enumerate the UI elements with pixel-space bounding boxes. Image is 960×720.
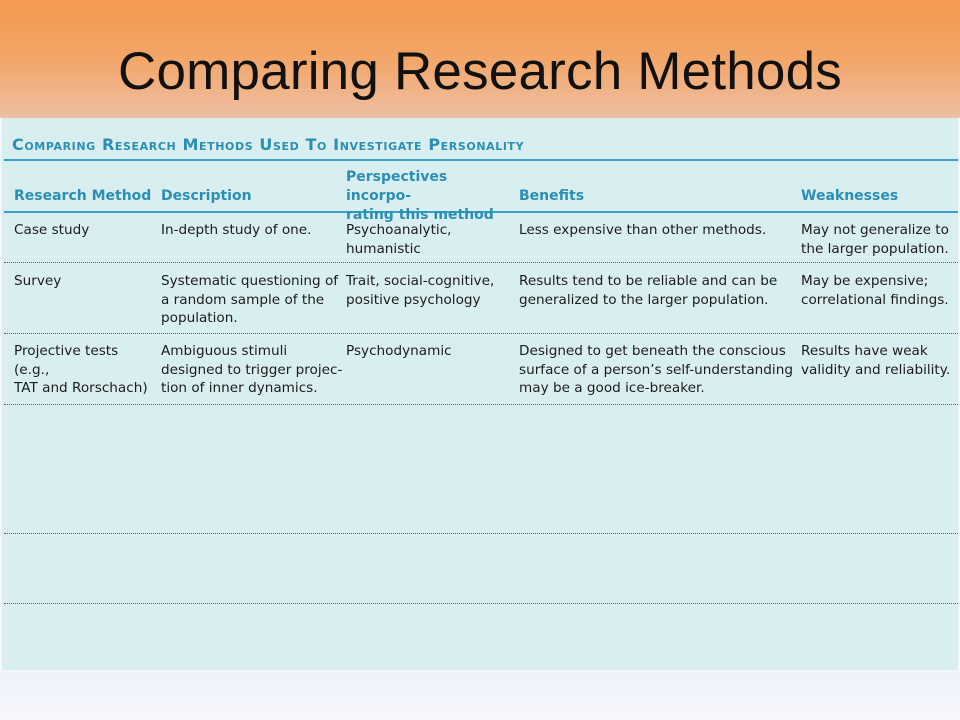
cell-line: In-depth study of one. — [161, 222, 312, 238]
header-weaknesses: Weaknesses — [801, 188, 899, 204]
row-survey-perspectives — [346, 272, 516, 309]
cell-line: Systematic questioning of — [161, 273, 339, 289]
cell-line: correlational findings. — [801, 291, 949, 308]
header-benefits: Benefits — [519, 188, 585, 204]
header-perspectives-line: Perspectives incorpo- — [346, 169, 448, 204]
cell-line: TAT and Rorschach) — [14, 380, 148, 396]
row-projective-perspectives — [346, 342, 516, 361]
header-perspectives-line: rating this method — [346, 207, 494, 223]
row-divider — [4, 533, 958, 534]
cell-line: tion of inner dynamics. — [161, 380, 318, 396]
row-projective-method — [14, 342, 156, 398]
cell-line: Psychodynamic — [346, 343, 452, 359]
cell-line: positive psychology — [346, 291, 481, 308]
row-projective-description — [161, 342, 343, 398]
row-case-study-perspectives — [346, 221, 516, 258]
cell-line: Psychoanalytic, — [346, 222, 452, 238]
cell-line: may be a good ice-breaker. — [519, 380, 705, 396]
row-divider — [4, 603, 958, 604]
footer-band — [0, 672, 960, 720]
row-case-study-weaknesses — [801, 221, 957, 258]
row-divider — [4, 333, 958, 334]
cell-line: population. — [161, 310, 238, 326]
row-survey-weaknesses — [801, 272, 957, 309]
cell-line: Ambiguous stimuli — [161, 343, 288, 359]
title-rule — [4, 159, 958, 161]
cell-line: humanistic — [346, 240, 421, 257]
cell-line: Trait, social-cognitive, — [346, 273, 495, 289]
header-description: Description — [161, 188, 252, 204]
row-projective-weaknesses — [801, 342, 957, 379]
slide-title: Comparing Research Methods — [118, 42, 842, 101]
row-survey-description — [161, 272, 343, 328]
cell-line: May not generalize to — [801, 222, 949, 238]
cell-line: Designed to get beneath the conscious — [519, 343, 786, 359]
cell-line: surface of a person’s self-understanding — [519, 361, 793, 378]
cell-line: Less expensive than other methods. — [519, 222, 767, 238]
table-title: Comparing Research Methods Used To Investigate Personality — [12, 135, 525, 154]
cell-line: Case study — [14, 222, 90, 238]
cell-line: Results have weak — [801, 343, 928, 359]
row-survey-benefits — [519, 272, 797, 309]
row-projective-benefits — [519, 342, 797, 398]
cell-line: the larger population. — [801, 240, 949, 257]
cell-line: generalized to the larger population. — [519, 291, 769, 308]
header-research-method: Research Method — [14, 188, 152, 204]
cell-line: Projective tests (e.g., — [14, 343, 119, 378]
cell-line: May be expensive; — [801, 273, 929, 289]
row-divider — [4, 262, 958, 263]
cell-line: validity and reliability. — [801, 361, 951, 378]
cell-line: Results tend to be reliable and can be — [519, 273, 778, 289]
cell-line: a random sample of the — [161, 291, 325, 308]
row-survey-method — [14, 272, 156, 291]
row-case-study-description — [161, 221, 343, 240]
row-case-study-method — [14, 221, 156, 240]
cell-line: Survey — [14, 273, 62, 289]
cell-line: designed to trigger projec- — [161, 361, 343, 378]
header-perspectives — [346, 168, 516, 225]
row-divider — [4, 404, 958, 405]
row-case-study-benefits — [519, 221, 797, 240]
